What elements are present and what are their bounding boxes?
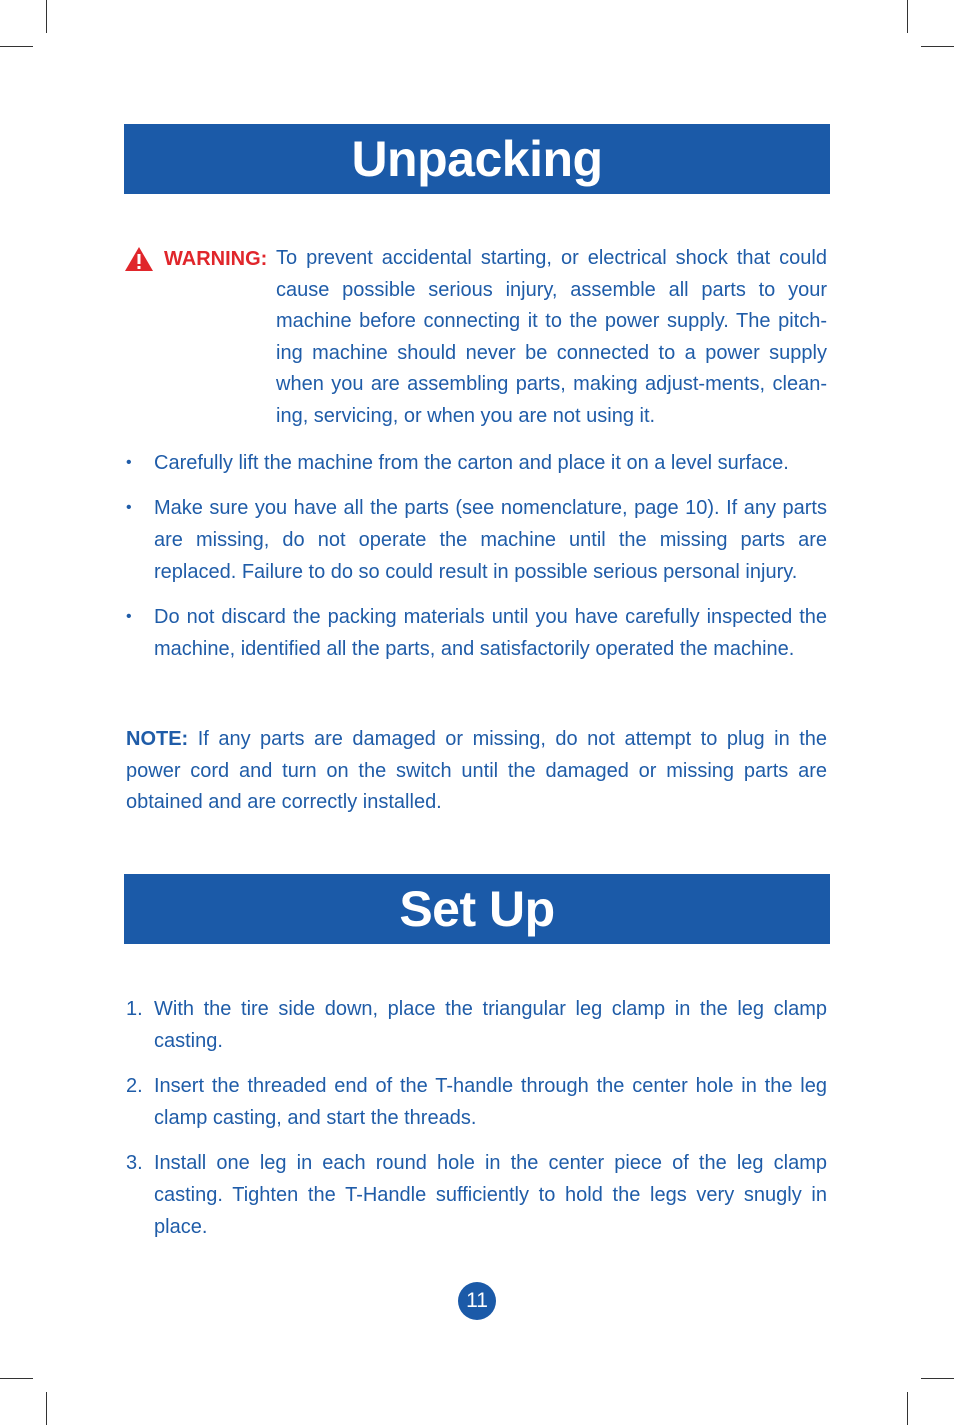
bullet-text: Carefully lift the machine from the carton and place it on a level surface.	[154, 452, 789, 474]
page-number: 11	[458, 1282, 496, 1320]
list-item	[124, 492, 827, 588]
crop-mark	[0, 46, 33, 47]
crop-mark	[46, 1392, 47, 1425]
crop-mark	[907, 0, 908, 33]
step-text: Install one leg in each round hole in the center piece of the leg clamp casting. Tighten the T-Handle sufficiently to hold the legs very snugly in place.	[154, 1152, 827, 1238]
setup-title: Set Up	[124, 874, 830, 944]
bullet-dot: •	[126, 608, 132, 625]
note-paragraph	[126, 724, 827, 819]
unpacking-bullet-list	[124, 447, 827, 678]
warning-triangle-icon	[124, 246, 154, 272]
step-text: With the tire side down, place the triangular leg clamp in the leg clamp casting.	[154, 998, 827, 1052]
crop-mark	[46, 0, 47, 33]
bullet-text: Make sure you have all the parts (see nomenclature, page 10). If any parts are missing, do not operate the machine until the missing parts are replaced. Failure to do so could result in possible serious personal injury.	[154, 497, 827, 583]
list-item	[124, 993, 827, 1057]
note-label: NOTE:	[126, 728, 189, 750]
unpacking-title: Unpacking	[124, 124, 830, 194]
warning-label-group	[124, 243, 267, 275]
warning-text: To prevent accidental starting, or electrical shock that could cause possible serious injury, assemble all parts to your machine before connecting it to the power supply. The pitch-ing machine should never be connected to a power supply when you are assembling parts, making adjust-ments, clean-ing, servicing, or when you are not using it.	[276, 247, 827, 427]
list-item	[124, 1070, 827, 1134]
step-text: Insert the threaded end of the T-handle through the center hole in the leg clamp casting, and start the threads.	[154, 1075, 827, 1129]
crop-mark	[0, 1378, 33, 1379]
crop-mark	[907, 1392, 908, 1425]
step-number: 2.	[126, 1075, 143, 1097]
list-item	[124, 601, 827, 665]
warning-label: WARNING:	[164, 248, 268, 270]
list-item	[124, 1147, 827, 1243]
bullet-dot: •	[126, 454, 132, 471]
warning-block	[124, 243, 830, 433]
list-item	[124, 447, 827, 479]
crop-mark	[921, 1378, 954, 1379]
note-text: If any parts are damaged or missing, do not attempt to plug in the power cord and turn on the switch until the damaged or missing parts are obtained and are correctly installed.	[126, 728, 827, 813]
setup-step-list	[124, 993, 827, 1256]
step-number: 3.	[126, 1152, 143, 1174]
step-number: 1.	[126, 998, 143, 1020]
crop-mark	[921, 46, 954, 47]
bullet-dot: •	[126, 499, 132, 516]
bullet-text: Do not discard the packing materials until you have carefully inspected the machine, identified all the parts, and satisfactorily operated the machine.	[154, 606, 827, 660]
